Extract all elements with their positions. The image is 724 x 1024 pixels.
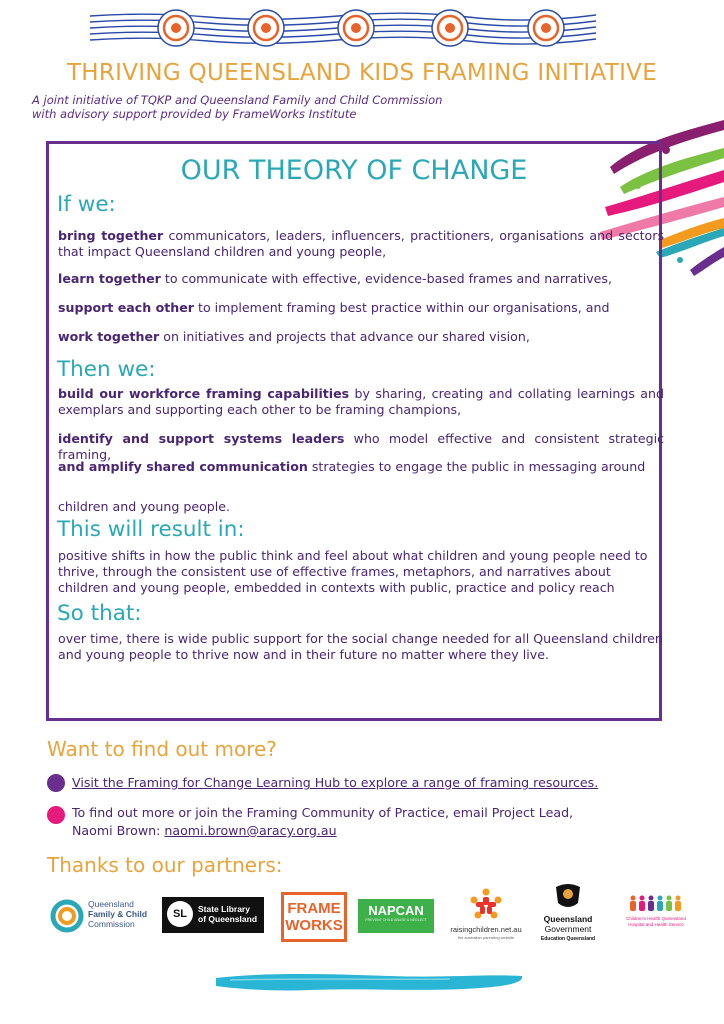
find-out-more-heading: Want to find out more? [47, 737, 277, 761]
subtitle-line-2: with advisory support provided by FrameWorks Institute [32, 107, 357, 121]
contact-line-2 [72, 822, 573, 840]
learning-hub-link[interactable]: Visit the Framing for Change Learning Hub to explore a range of framing resources. [72, 775, 599, 790]
raisingchildren-emblem-icon [469, 888, 503, 922]
qld-crest-icon [553, 883, 583, 911]
chq-logo [618, 895, 694, 935]
napcan-tagline: PREVENT CHILD ABUSE & NEGLECT [365, 918, 427, 922]
then-we-heading: Then we: [57, 357, 156, 382]
qgov-line-1: Queensland [543, 914, 593, 924]
page-title: THRIVING QUEENSLAND KIDS FRAMING INITIATIVE [66, 60, 658, 86]
frameworks-line-2: WORKS [285, 917, 343, 934]
if-we-item-3 [58, 300, 664, 316]
bullet-dot-pink [47, 806, 65, 824]
contact-line-1: To find out more or join the Framing Community of Practice, email Project Lead, [72, 805, 574, 820]
slq-badge: SL [167, 901, 193, 927]
bullet-dot-purple [47, 774, 65, 792]
qgov-line-2: Government [544, 924, 592, 934]
item-text: to implement framing best practice within our organisations, and [194, 300, 610, 315]
so-that-text: over time, there is wide public support for the social change needed for all Queensland children and young people to thrive now and in their future no matter where they live. [58, 631, 663, 662]
item-bold: learn together [58, 271, 161, 286]
slq-logo [162, 897, 264, 933]
contact-email-link[interactable]: naomi.brown@aracy.org.au [164, 823, 337, 838]
raisingchildren-tagline: the australian parenting website [457, 935, 515, 940]
frameworks-logo [281, 892, 347, 942]
slq-line-2: of Queensland [198, 914, 258, 924]
result-heading: This will result in: [57, 517, 245, 542]
item-bold: bring together [58, 228, 164, 243]
item-bold: build our workforce framing capabilities [58, 386, 350, 401]
item-text: communicators, leaders, influencers, practitioners, organisations and sectors that impact Queensland children and young people, [58, 228, 665, 259]
qfcc-line-2: Family & Child [88, 909, 148, 919]
qld-government-logo [536, 883, 600, 947]
theory-title: OUR THEORY OF CHANGE [180, 155, 528, 186]
decorative-brush-footer [210, 968, 526, 996]
item-text: by sharing, creating and collating learnings and exemplars and supporting each other to be framing champions, [58, 386, 664, 417]
chq-line-2: Hospital and Health Service [628, 922, 684, 927]
item-text: to communicate with effective, evidence-based frames and narratives, [160, 271, 612, 286]
item-bold: and amplify shared communication [58, 459, 308, 474]
napcan-logo [358, 899, 434, 933]
napcan-name: NAPCAN [368, 903, 424, 918]
then-we-continuation: children and young people. [58, 499, 231, 514]
subtitle-line-1: A joint initiative of TQKP and Queensland Family and Child Commission [32, 93, 443, 107]
item-text: who model effective and consistent strategic framing, [58, 431, 664, 462]
slq-line-1: State Library [198, 904, 250, 914]
raisingchildren-name: raisingchildren.net.au [450, 925, 522, 934]
then-we-item-3 [58, 459, 664, 475]
qfcc-logo [50, 885, 155, 947]
contact-text [72, 804, 573, 840]
so-that-heading: So that: [57, 601, 142, 626]
if-we-item-1 [58, 228, 664, 260]
chq-line-1: Children's Health Queensland [626, 916, 686, 921]
if-we-item-2 [58, 271, 664, 287]
if-we-item-4 [58, 329, 664, 345]
frameworks-line-1: FRAME [287, 900, 341, 917]
if-we-heading: If we: [57, 192, 116, 217]
page-subtitle [32, 93, 442, 121]
item-bold: work together [58, 329, 160, 344]
result-text: positive shifts in how the public think and feel about what children and young people need to thrive, through the consistent use of effective frames, metaphors, and narratives about children and young people, embedded in contexts with public, practice and policy reach [58, 548, 648, 595]
decorative-wave-header [88, 6, 598, 54]
item-text: on initiatives and projects that advance our shared vision, [159, 329, 530, 344]
qfcc-emblem-icon [50, 899, 84, 933]
partners-heading: Thanks to our partners: [47, 853, 283, 877]
then-we-item-1 [58, 386, 664, 418]
qfcc-line-1: Queensland [88, 899, 134, 909]
raisingchildren-logo [442, 885, 530, 947]
qgov-line-3: Education Queensland [540, 936, 596, 942]
contact-name: Naomi Brown: [72, 823, 165, 838]
item-text: strategies to engage the public in messaging around [307, 459, 646, 474]
item-bold: identify and support systems leaders [58, 431, 345, 446]
chq-people-icon [628, 895, 684, 913]
item-bold: support each other [58, 300, 195, 315]
qfcc-line-3: Commission [88, 919, 135, 929]
